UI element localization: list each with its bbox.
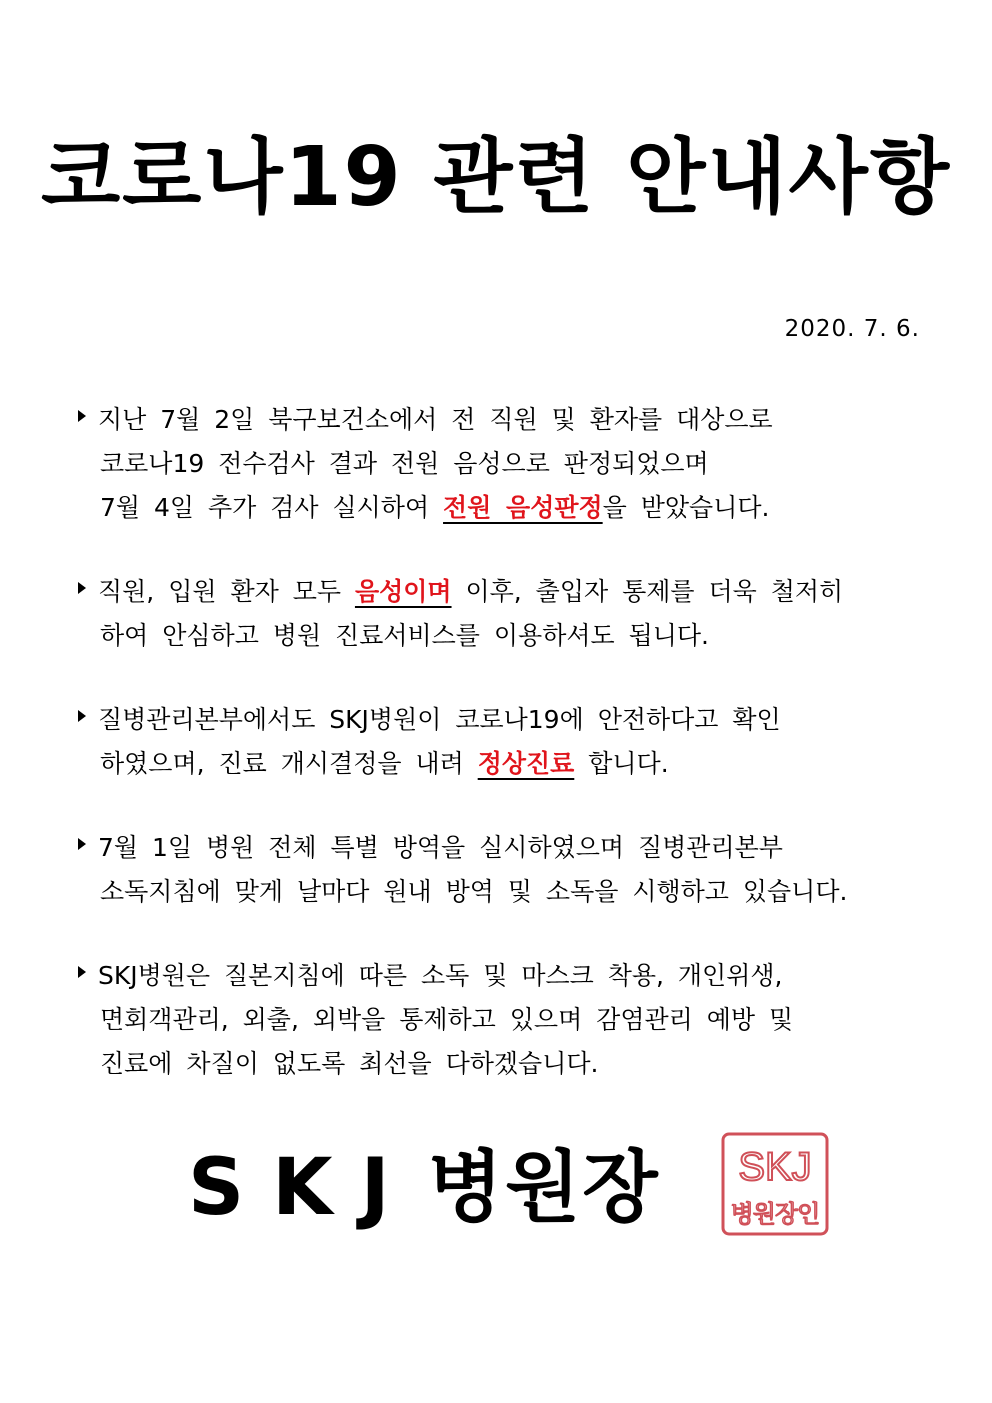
notice-text: 합니다.	[574, 749, 669, 778]
notice-line	[98, 954, 936, 998]
notice-item	[76, 698, 936, 786]
highlighted-text: 정상진료	[477, 749, 575, 778]
notice-text: 7월 4일 추가 검사 실시하여	[100, 493, 444, 522]
signature-hospital-initials: SKJ	[188, 1143, 418, 1233]
notice-line	[98, 570, 936, 614]
notice-line	[98, 826, 936, 870]
notice-text: 질병관리본부에서도 SKJ병원이 코로나19에 안전하다고 확인	[98, 705, 781, 734]
notice-text: 을 받았습니다.	[602, 493, 770, 522]
notice-text: 코로나19 전수검사 결과 전원 음성으로 판정되었으며	[100, 449, 709, 478]
notice-text: 이후, 출입자 통제를 더욱 철저히	[451, 577, 844, 606]
notice-text: 직원, 입원 환자 모두	[98, 577, 355, 606]
notice-line	[98, 614, 936, 658]
triangle-bullet-icon	[78, 710, 86, 722]
notice-item	[76, 398, 936, 530]
triangle-bullet-icon	[78, 582, 86, 594]
notice-line	[98, 486, 936, 530]
notice-text: 하여 안심하고 병원 진료서비스를 이용하셔도 됩니다.	[100, 621, 709, 650]
notice-item	[76, 826, 936, 914]
highlighted-text: 음성이며	[354, 577, 452, 606]
signature-title: 병원장	[427, 1143, 660, 1233]
notice-list	[76, 398, 936, 1126]
notice-line	[98, 398, 936, 442]
notice-line	[98, 1042, 936, 1086]
notice-text: 지난 7월 2일 북구보건소에서 전 직원 및 환자를 대상으로	[98, 405, 773, 434]
notice-item	[76, 570, 936, 658]
notice-line	[98, 742, 936, 786]
notice-text: 소독지침에 맞게 날마다 원내 방역 및 소독을 시행하고 있습니다.	[100, 877, 848, 906]
notice-text: 하였으며, 진료 개시결정을 내려	[100, 749, 478, 778]
page-title: 코로나19 관련 안내사항	[40, 130, 952, 225]
notice-line	[98, 442, 936, 486]
notice-item	[76, 954, 936, 1086]
highlighted-text: 전원 음성판정	[443, 493, 603, 522]
notice-date: 2020. 7. 6.	[784, 316, 920, 342]
svg-text:병원장인: 병원장인	[730, 1200, 820, 1228]
signature	[188, 1138, 660, 1238]
notice-text: 진료에 차질이 없도록 최선을 다하겠습니다.	[100, 1049, 599, 1078]
triangle-bullet-icon	[78, 966, 86, 978]
notice-text: SKJ병원은 질본지침에 따른 소독 및 마스크 착용, 개인위생,	[98, 961, 783, 990]
red-seal-stamp	[719, 1130, 831, 1238]
notice-line	[98, 698, 936, 742]
svg-text:SKJ: SKJ	[738, 1145, 812, 1189]
notice-text: 면회객관리, 외출, 외박을 통제하고 있으며 감염관리 예방 및	[100, 1005, 794, 1034]
notice-line	[98, 998, 936, 1042]
notice-line	[98, 870, 936, 914]
notice-text: 7월 1일 병원 전체 특별 방역을 실시하였으며 질병관리본부	[98, 833, 783, 862]
triangle-bullet-icon	[78, 838, 86, 850]
triangle-bullet-icon	[78, 410, 86, 422]
